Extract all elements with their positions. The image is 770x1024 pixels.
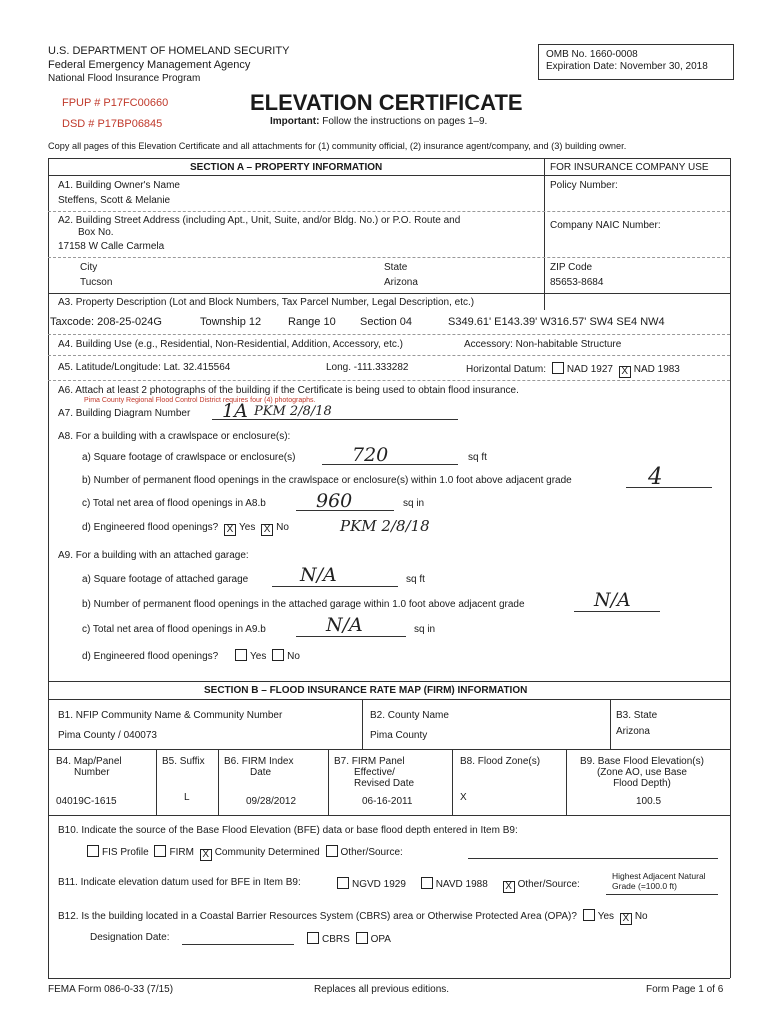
- insurance-use-title: FOR INSURANCE COMPANY USE: [550, 162, 709, 173]
- b9-value[interactable]: 100.5: [636, 796, 662, 807]
- b11-navd-checkbox[interactable]: [421, 877, 433, 889]
- a5-latitude[interactable]: A5. Latitude/Longitude: Lat. 32.415564: [58, 362, 231, 373]
- a8d-row: d) Engineered flood openings? X Yes X No: [82, 522, 289, 535]
- a9c-value[interactable]: N/A: [326, 614, 363, 636]
- omb-number: OMB No. 1660-0008: [546, 49, 638, 60]
- state-label: State: [384, 262, 408, 273]
- a9a-label: a) Square footage of attached garage: [82, 574, 249, 585]
- a7-initials: PKM 2/8/18: [254, 404, 332, 419]
- a8a-label: a) Square footage of crawlspace or enclosure(s): [82, 452, 296, 463]
- a8d-initials: PKM 2/8/18: [340, 517, 430, 535]
- b12-no-checkbox[interactable]: X: [620, 913, 632, 925]
- a2-label: A2. Building Street Address (including Apt., Unit, Suite, and/or Bldg. No.) or P.O. Route and: [58, 215, 461, 226]
- b7-label: B7. FIRM Panel Effective/ Revised Date: [334, 756, 415, 789]
- section-b-title: SECTION B – FLOOD INSURANCE RATE MAP (FIRM) INFORMATION: [204, 685, 528, 696]
- a9d-yes-checkbox[interactable]: [235, 649, 247, 661]
- a9a-value[interactable]: N/A: [300, 564, 337, 586]
- b3-value[interactable]: Arizona: [616, 726, 650, 737]
- b10-firm-checkbox[interactable]: [154, 845, 166, 857]
- dsd-number: DSD # P17BP06845: [62, 118, 163, 130]
- a4-label: A4. Building Use (e.g., Residential, Non-Residential, Addition, Accessory, etc.): [58, 339, 403, 350]
- a9c-label: c) Total net area of flood openings in A9.b: [82, 624, 266, 635]
- a7-value[interactable]: 1A: [222, 400, 248, 422]
- b10-community-checkbox[interactable]: X: [200, 849, 212, 861]
- b11-ngvd-checkbox[interactable]: [337, 877, 349, 889]
- b6-label: B6. FIRM Index Date: [224, 756, 294, 778]
- copy-note: Copy all pages of this Elevation Certificate and all attachments for (1) community official, (2) insurance agent/company, and (3) building owner.: [48, 141, 627, 151]
- footer-replaces: Replaces all previous editions.: [314, 984, 450, 995]
- a2-label-cont: Box No.: [78, 227, 114, 238]
- b2-label: B2. County Name: [370, 710, 449, 721]
- footer-form-number: FEMA Form 086-0-33 (7/15): [48, 984, 174, 995]
- program-name: National Flood Insurance Program: [48, 73, 201, 84]
- b8-label: B8. Flood Zone(s): [460, 756, 541, 767]
- dept-name: U.S. DEPARTMENT OF HOMELAND SECURITY: [48, 45, 290, 57]
- b12-designation-label: Designation Date:: [90, 932, 170, 943]
- b10-label: B10. Indicate the source of the Base Flood Elevation (BFE) data or base flood depth entered in Item B9:: [58, 825, 518, 836]
- b6-value[interactable]: 09/28/2012: [246, 796, 297, 807]
- b10-fis-checkbox[interactable]: [87, 845, 99, 857]
- a3-label: A3. Property Description (Lot and Block Numbers, Tax Parcel Number, Legal Description, etc.): [58, 297, 475, 308]
- important-note: Important: Follow the instructions on pages 1–9.: [270, 116, 488, 127]
- a8-label: A8. For a building with a crawlspace or enclosure(s):: [58, 431, 291, 442]
- a8d-yes-checkbox[interactable]: X: [224, 524, 236, 536]
- b1-value[interactable]: Pima County / 040073: [58, 730, 157, 741]
- b10-options: FIS Profile FIRM X Community Determined Other/Source:: [84, 845, 403, 861]
- b11-label: B11. Indicate elevation datum used for BFE in Item B9:: [58, 877, 301, 888]
- a8b-label: b) Number of permanent flood openings in the crawlspace or enclosure(s) within 1.0 foot above adjacent grade: [82, 475, 572, 486]
- b1-label: B1. NFIP Community Name & Community Number: [58, 710, 283, 721]
- b12-row: B12. Is the building located in a Coastal Barrier Resources System (CBRS) area or Otherwise Protected Area (OPA)? Yes X No: [58, 911, 648, 924]
- footer-page: Form Page 1 of 6: [646, 984, 724, 995]
- zip-value[interactable]: 85653-8684: [550, 277, 604, 288]
- a8a-value[interactable]: 720: [352, 444, 389, 466]
- a3-description[interactable]: S349.61' E143.39' W316.57' SW4 SE4 NW4: [448, 316, 665, 328]
- b8-value[interactable]: X: [460, 792, 467, 803]
- b2-value[interactable]: Pima County: [370, 730, 428, 741]
- a3-section[interactable]: Section 04: [360, 316, 412, 328]
- a6-note: Pima County Regional Flood Control District requires four (4) photographs.: [84, 397, 316, 404]
- a8c-label: c) Total net area of flood openings in A8.b: [82, 498, 266, 509]
- b12-opa-checkbox[interactable]: [356, 932, 368, 944]
- form-title: ELEVATION CERTIFICATE: [250, 90, 523, 115]
- b4-value[interactable]: 04019C-1615: [56, 796, 117, 807]
- b4-label: B4. Map/Panel Number: [56, 756, 122, 778]
- a9a-unit: sq ft: [406, 574, 425, 585]
- fpup-number: FPUP # P17FC00660: [62, 97, 169, 109]
- a6-label: A6. Attach at least 2 photographs of the building if the Certificate is being used to obtain flood insurance.: [58, 385, 519, 396]
- agency-name: Federal Emergency Management Agency: [48, 59, 251, 71]
- a2-value[interactable]: 17158 W Calle Carmela: [58, 241, 165, 252]
- a3-township[interactable]: Township 12: [200, 316, 262, 328]
- policy-number-label: Policy Number:: [550, 180, 618, 191]
- a8a-unit: sq ft: [468, 452, 487, 463]
- a8d-no-checkbox[interactable]: X: [261, 524, 273, 536]
- b12-cbrs-checkbox[interactable]: [307, 932, 319, 944]
- b11-other-checkbox[interactable]: X: [503, 881, 515, 893]
- a9b-label: b) Number of permanent flood openings in the attached garage within 1.0 foot above adjacent grade: [82, 599, 525, 610]
- a3-range[interactable]: Range 10: [288, 316, 336, 328]
- b12-yes-checkbox[interactable]: [583, 909, 595, 921]
- a9b-value[interactable]: N/A: [594, 589, 631, 611]
- b9-label: B9. Base Flood Elevation(s) (Zone AO, use Base Flood Depth): [580, 756, 704, 789]
- b10-other-checkbox[interactable]: [326, 845, 338, 857]
- a5-longitude[interactable]: Long. -111.333282: [326, 362, 409, 373]
- b12-designation-options: CBRS OPA: [304, 932, 391, 945]
- a8c-unit: sq in: [403, 498, 425, 509]
- a9d-no-checkbox[interactable]: [272, 649, 284, 661]
- a8c-value[interactable]: 960: [316, 490, 353, 512]
- state-value[interactable]: Arizona: [384, 277, 418, 288]
- a3-taxcode[interactable]: Taxcode: 208-25-024G: [50, 316, 162, 328]
- b11-options: NGVD 1929 NAVD 1988 X Other/Source:: [334, 877, 580, 893]
- b7-value[interactable]: 06-16-2011: [362, 796, 413, 807]
- zip-label: ZIP Code: [550, 262, 593, 273]
- a9-label: A9. For a building with an attached garage:: [58, 550, 249, 561]
- b5-value[interactable]: L: [184, 792, 190, 803]
- a8b-value[interactable]: 4: [648, 464, 663, 490]
- a5-datum: Horizontal Datum: NAD 1927 X NAD 1983: [466, 364, 680, 377]
- b11-source[interactable]: Highest Adjacent Natural Grade (=100.0 ft): [612, 871, 706, 891]
- a9d-row: d) Engineered flood openings? Yes No: [82, 651, 300, 662]
- city-label: City: [80, 262, 98, 273]
- expiration-date: Expiration Date: November 30, 2018: [546, 61, 708, 72]
- nad1983-checkbox[interactable]: X: [619, 366, 631, 378]
- city-value[interactable]: Tucson: [80, 277, 113, 288]
- nad1927-checkbox[interactable]: [552, 362, 564, 374]
- a1-label: A1. Building Owner's Name: [58, 180, 180, 191]
- naic-label: Company NAIC Number:: [550, 220, 661, 231]
- section-a-title: SECTION A – PROPERTY INFORMATION: [190, 162, 383, 173]
- a4-value[interactable]: Accessory: Non-habitable Structure: [464, 339, 622, 350]
- b5-label: B5. Suffix: [162, 756, 205, 767]
- b3-label: B3. State: [616, 710, 658, 721]
- a7-label: A7. Building Diagram Number: [58, 408, 191, 419]
- a1-value[interactable]: Steffens, Scott & Melanie: [58, 195, 171, 206]
- a9c-unit: sq in: [414, 624, 436, 635]
